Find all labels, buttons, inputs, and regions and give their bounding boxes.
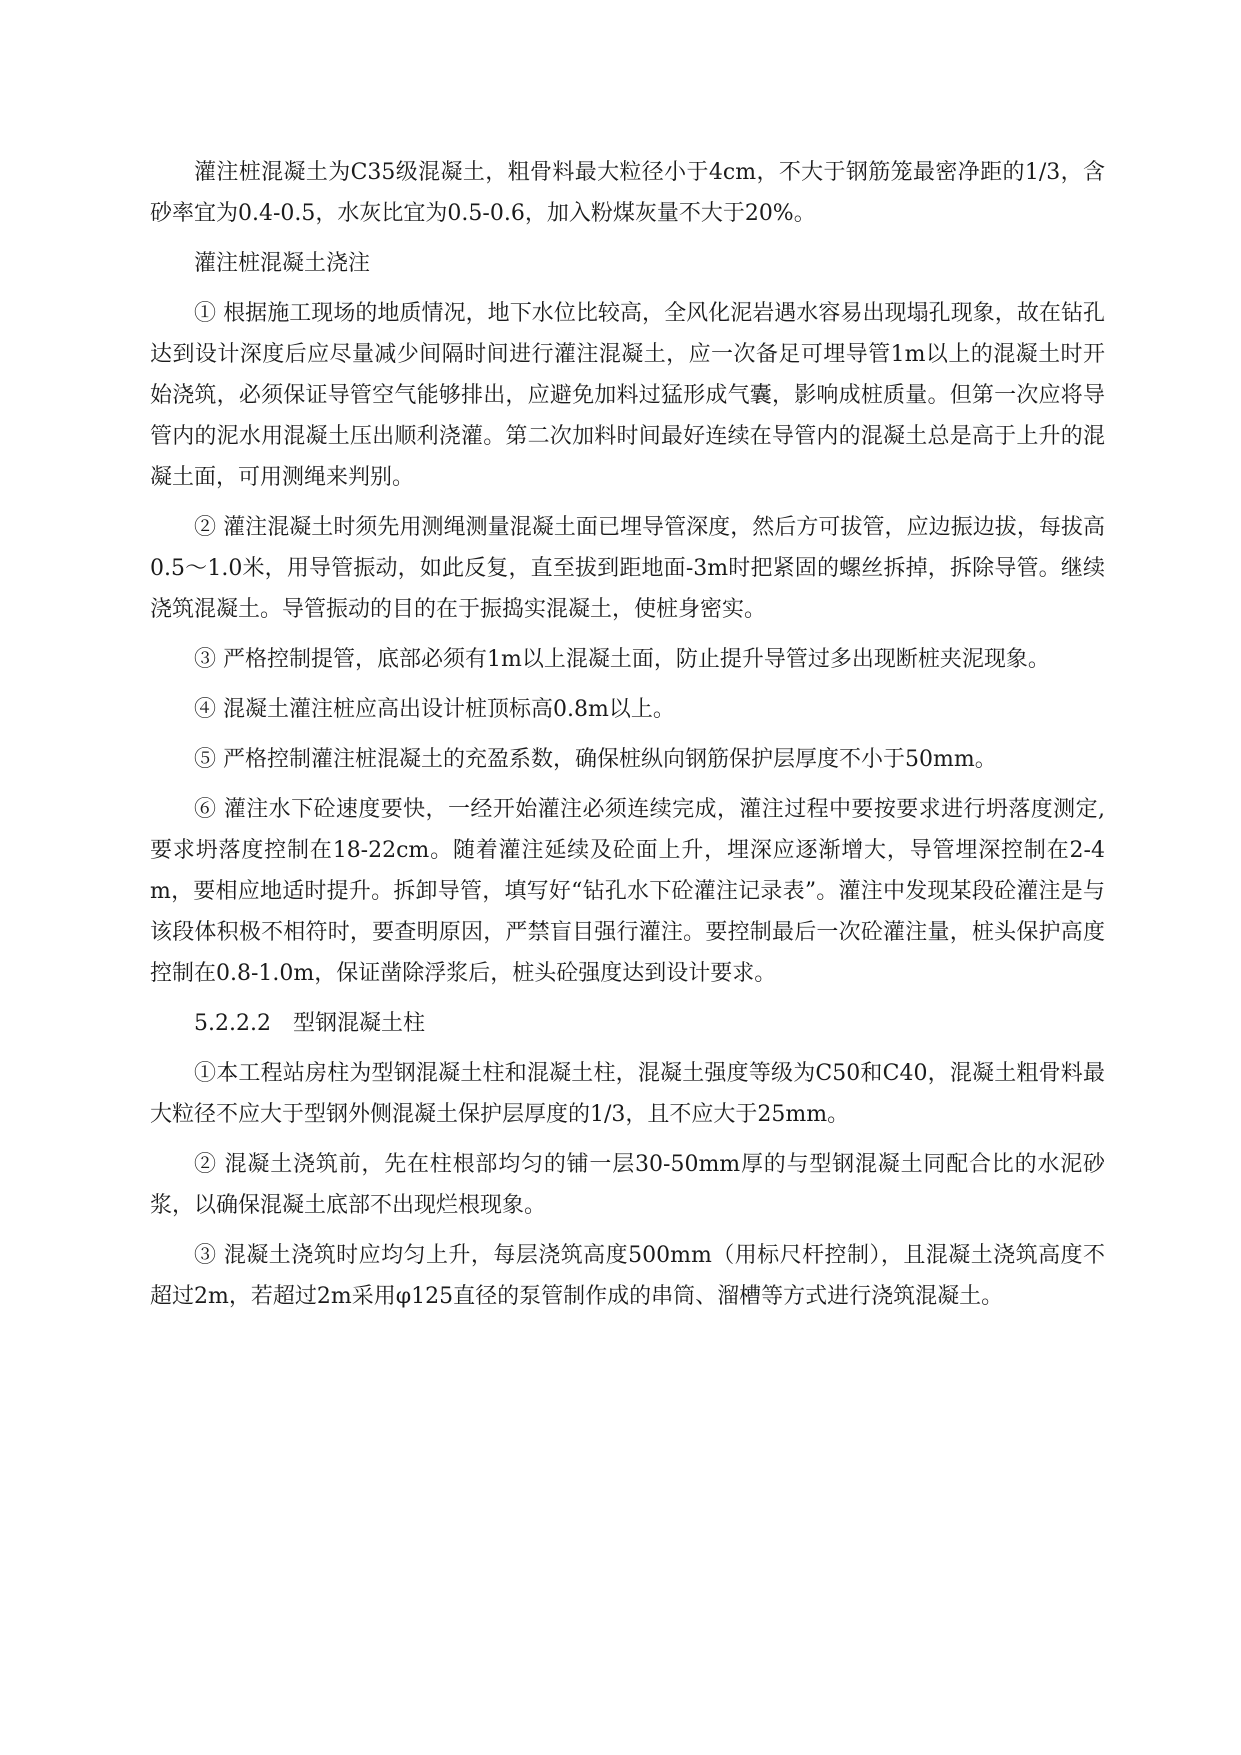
paragraph-item-5: ⑤ 严格控制灌注桩混凝土的充盈系数，确保桩纵向钢筋保护层厚度不小于50mm。: [194, 747, 997, 772]
section-heading-5-2-2-2: 5.2.2.2 型钢混凝土柱: [194, 1011, 425, 1036]
paragraph-column-item-3: ③ 混凝土浇筑时应均匀上升，每层浇筑高度500mm（用标尺杆控制），且混凝土浇筑高度不超过2m，若超过2m采用φ125直径的泵管制作成的串筒、溜槽等方式进行浇筑混凝土。: [150, 1243, 1105, 1309]
paragraph-item-3: ③ 严格控制提管，底部必须有1m以上混凝土面，防止提升导管过多出现断桩夹泥现象。: [194, 647, 1050, 672]
paragraph-item-6: ⑥ 灌注水下砼速度要快，一经开始灌注必须连续完成，灌注过程中要按要求进行坍落度测定,要求坍落度控制在18-22cm。随着灌注延续及砼面上升，埋深应逐渐增大，导管埋深控制在2-4m，要相应地适时提升。拆卸导管，填写好“钻孔水下砼灌注记录表”。灌注中发现某段砼灌注是与该段体积极不相符时，要查明原因，严禁盲目强行灌注。要控制最后一次砼灌注量，桩头保护高度控制在0.8-1.0m，保证凿除浮浆后，桩头砼强度达到设计要求。: [150, 797, 1105, 986]
paragraph-heading-pile-pouring: 灌注桩混凝土浇注: [194, 251, 371, 276]
document-body: [150, 152, 1105, 1326]
paragraph-item-4: ④ 混凝土灌注桩应高出设计桩顶标高0.8m以上。: [194, 697, 675, 722]
paragraph-concrete-spec: 灌注桩混凝土为C35级混凝土，粗骨料最大粒径小于4cm，不大于钢筋笼最密净距的1/3，含砂率宜为0.4-0.5，水灰比宜为0.5-0.6，加入粉煤灰量不大于20%。: [150, 160, 1105, 226]
paragraph-item-1: ① 根据施工现场的地质情况，地下水位比较高，全风化泥岩遇水容易出现塌孔现象，故在钻孔达到设计深度后应尽量减少间隔时间进行灌注混凝土，应一次备足可埋导管1m以上的混凝土时开始浇筑，必须保证导管空气能够排出，应避免加料过猛形成气囊，影响成桩质量。但第一次应将导管内的泥水用混凝土压出顺利浇灌。第二次加料时间最好连续在导管内的混凝土总是高于上升的混凝土面，可用测绳来判别。: [150, 301, 1105, 490]
paragraph-item-2: ② 灌注混凝土时须先用测绳测量混凝土面已埋导管深度，然后方可拔管，应边振边拔，每拔高0.5～1.0米，用导管振动，如此反复，直至拔到距地面-3m时把紧固的螺丝拆掉，拆除导管。继续浇筑混凝土。导管振动的目的在于振捣实混凝土，使桩身密实。: [150, 515, 1105, 622]
paragraph-column-item-2: ② 混凝土浇筑前，先在柱根部均匀的铺一层30-50mm厚的与型钢混凝土同配合比的水泥砂浆，以确保混凝土底部不出现烂根现象。: [150, 1152, 1105, 1218]
paragraph-column-item-1: ①本工程站房柱为型钢混凝土柱和混凝土柱，混凝土强度等级为C50和C40，混凝土粗骨料最大粒径不应大于型钢外侧混凝土保护层厚度的1/3，且不应大于25mm。: [150, 1061, 1105, 1127]
